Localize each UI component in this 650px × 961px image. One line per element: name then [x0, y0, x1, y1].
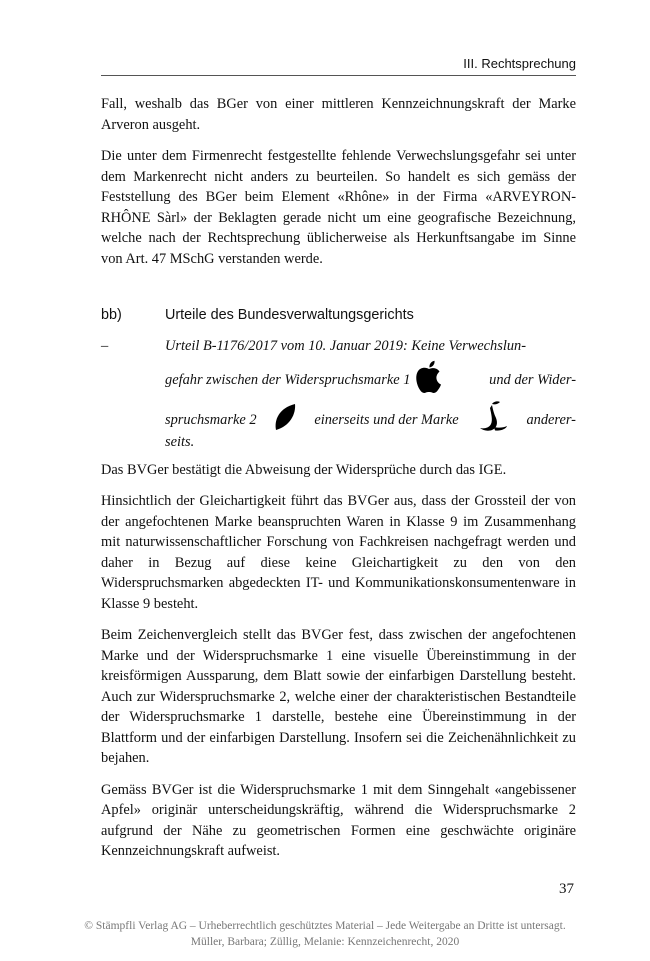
paragraph: Beim Zeichenvergleich stellt das BVGer fest, dass zwischen der angefochtenen Marke und der Widerspruchsmarke 1 eine visuelle Übereinstimmung in der kreisförmigen Aussparung, dem Blatt sowie der einfarbigen Darstellung besteht. Auch zur Widerspruchsmarke 2, welche einer der charakteristischen Bestandteile der Widerspruchsmarke 1 darstelle, bestehe eine Übereinstimmung in der Blattform und der einfarbigen Darstellung. Insofern sei die Zeichenähnlichkeit zu bejahen.	[101, 627, 576, 766]
case-text: und der Wider-	[489, 372, 576, 389]
footer-line: Müller, Barbara; Züllig, Melanie: Kennzeichenrecht, 2020	[190, 936, 460, 948]
section-heading	[101, 305, 576, 326]
case-line	[165, 364, 576, 398]
paragraph: Die unter dem Firmenrecht festgestellte fehlende Verwechslungsgefahr sei unter dem Markenrecht nicht anders zu beurteilen. So handelt es sich gemäss der Feststellung des BGer beim Element «Rhône» in der Firma «ARVEYRON-RHÔNE Sàrl» der Beklagten gerade nicht um eine geografische Bezeichnung, welche nach der Rechtsprechung üblicherweise als Herkunftsangabe im Sinne von Art. 47 MSchG verstanden werde.	[101, 148, 576, 267]
section-number: bb)	[101, 307, 122, 323]
section-title: Urteile des Bundesverwaltungsgerichts	[165, 307, 414, 323]
case-text: seits.	[165, 433, 195, 450]
case-line	[165, 336, 576, 358]
paragraph: Hinsichtlich der Gleichartigkeit führt das BVGer aus, dass der Grossteil der von der angefochtenen Marke beanspruchten Waren in Klasse 9 im Zusammenhang mit naturwissenschaftlicher Forschung von Fachkreisen nachgefragt werden und daher in Bezug auf diese keine Gleichartigkeit zu den von den Widerspruchsmarken abgedeckten IT- und Kommunikationskonsumentenware in Klasse 9 besteht.	[101, 493, 576, 612]
case-text: einerseits und der Marke	[314, 412, 459, 429]
leaf-icon	[273, 402, 297, 439]
case-entry	[101, 336, 576, 450]
page-number: 37	[559, 881, 574, 897]
case-text: spruchsmarke 2	[165, 412, 257, 429]
paragraph: Fall, weshalb das BGer von einer mittleren Kennzeichnungskraft der Marke Arveron ausgeht.	[101, 96, 576, 133]
case-body	[165, 336, 576, 450]
apple-logo-icon	[414, 360, 444, 401]
footer-line: © Stämpfli Verlag AG – Urheberrechtlich geschütztes Material – Jede Weitergabe an Dritte ist untersagt.	[84, 920, 566, 932]
paragraph: Das BVGer bestätigt die Abweisung der Widersprüche durch das IGE.	[101, 461, 507, 478]
list-dash: –	[101, 337, 109, 354]
copyright-footer	[0, 918, 650, 950]
main-content	[101, 94, 576, 873]
case-text: Urteil B-1176/2017 vom 10. Januar 2019: Keine Verwechslun-	[165, 338, 527, 355]
case-line	[165, 432, 576, 450]
case-text: anderer-	[526, 412, 576, 429]
case-text: gefahr zwischen der Widerspruchsmarke 1	[165, 372, 411, 389]
figure-mark-icon	[476, 400, 510, 441]
running-head: III. Rechtsprechung	[101, 56, 576, 76]
paragraph: Gemäss BVGer ist die Widerspruchsmarke 1 mit dem Sinngehalt «angebissener Apfel» originär unterscheidungskräftig, während die Widerspruchsmarke 2 aufgrund der Nähe zu geometrischen Formen eine geschwächte originäre Kennzeichnungskraft aufweist.	[101, 781, 576, 859]
